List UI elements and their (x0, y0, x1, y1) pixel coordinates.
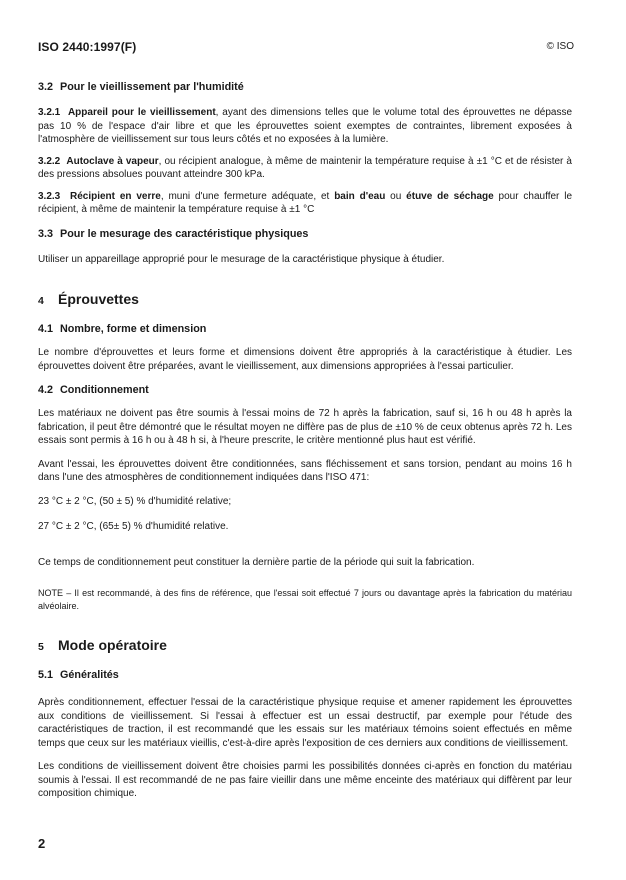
clause-text: , ou récipient analogue, à même de maintenir la température requise à ±1 °C et de résister à des pressions absolues pouvant atteindre 300 kPa. (38, 155, 572, 180)
section-4-2-heading (38, 383, 572, 397)
section-number: 5 (38, 641, 44, 653)
section-5-1-heading (38, 668, 572, 682)
paragraph-4-2-b: Avant l'essai, les éprouvettes doivent être conditionnées, sans fléchissement et sans torsion, pendant au moins 16 h dans l'une des atmosphères de conditionnement indiquées dans l'ISO 471: (38, 458, 572, 483)
section-number: 3.2 (38, 81, 54, 93)
clause-term-3: étuve de séchage (406, 190, 494, 202)
paragraph-4-1: Le nombre d'éprouvettes et leurs forme et dimensions doivent être appropriés à la caractéristique à étudier. Les éprouvettes doivent être préparées, avant le vieillissement, aux dimensions appropriées à l'essai particulier. (38, 347, 572, 372)
paragraph-3-3: Utiliser un appareillage approprié pour le mesurage de la caractéristique physique à étudier. (38, 253, 445, 265)
clause-number: 3.2.3 (38, 190, 61, 202)
clause-text: , ayant des dimensions telles que le volume total des éprouvettes ne dépasse pas 10 % de l'espace d'air libre et que les éprouvettes soient exemptes de contraintes, librement exposées à l'atmosphère de vieillissement sur tous leurs côtés et no exposées à la lumière. (38, 107, 573, 145)
clause-number: 3.2.2 (38, 155, 61, 167)
section-title: Pour le vieillissement par l'humidité (60, 81, 244, 93)
copyright-mark: © ISO (546, 41, 574, 52)
section-5-heading (38, 636, 572, 656)
paragraph-4-2-a: Les matériaux ne doivent pas être soumis à l'essai moins de 72 h après la fabrication, sauf si, 16 h ou 48 h après la fabrication, il peut être démontré que le résultat moyen ne diffère pas de plus de ±10 % de ceux obtenus après 72 h. Les essais sont permis à 16 h ou à 48 h si, à l'heure prescrite, le critère mentionné plus haut est vérifié. (38, 408, 572, 446)
condition-atmosphere-1: 23 °C ± 2 °C, (50 ± 5) % d'humidité relative; (38, 495, 232, 507)
section-3-2-heading (38, 80, 572, 94)
clause-text-2: ou (385, 190, 407, 202)
paragraph-3-2-1 (38, 106, 572, 147)
paragraph-5-1-b: Les conditions de vieillissement doivent être choisies parmi les possibilités données ci-après en fonction du matériau soumis à l'essai. Il est recommandé de ne pas faire vieillir dans une même enceinte des matériaux qui diffèrent par leur composition chimique. (38, 761, 572, 799)
document-body (38, 80, 572, 801)
clause-text: , muni d'une fermeture adéquate, et (160, 190, 335, 202)
section-number: 5.1 (38, 669, 54, 681)
page-number: 2 (38, 836, 46, 851)
clause-term: Appareil pour le vieillissement (67, 107, 216, 118)
clause-text-3: pour chauffer le récipient, à même de maintenir la température requise à ±1 °C (38, 190, 573, 215)
clause-term-2: bain d'eau (334, 190, 386, 202)
clause-term: Récipient en verre (69, 190, 161, 202)
section-title: Nombre, forme et dimension (60, 323, 207, 335)
paragraph-3-2-3 (38, 190, 572, 217)
section-4-1-heading (38, 322, 572, 336)
section-title: Mode opératoire (58, 637, 167, 653)
section-3-3-heading (38, 227, 572, 241)
section-title: Conditionnement (60, 384, 149, 396)
section-title: Généralités (60, 669, 119, 681)
clause-number: 3.2.1 (38, 107, 61, 118)
section-number: 4 (38, 295, 44, 307)
section-4-heading (38, 290, 572, 310)
section-title: Éprouvettes (58, 291, 139, 307)
paragraph-4-2-c: Ce temps de conditionnement peut constituer la dernière partie de la période qui suit la fabrication. (38, 556, 475, 568)
clause-term: Autoclave à vapeur (66, 155, 159, 167)
section-number: 3.3 (38, 227, 54, 240)
paragraph-5-1-a: Après conditionnement, effectuer l'essai de la caractéristique physique requise et amener rapidement les éprouvettes aux conditions de vieillissement. Si l'essai à effectuer est un essai destructif, par exemple pour l'étude des caractéristiques de traction, il est recommandé que les essais sur les matériaux témoins soient effectués en même temps que ceux sur les matériaux vieillis, c'est-à-dire après l'exposition de ces derniers aux conditions de vieillissement. (38, 697, 572, 749)
note: NOTE – Il est recommandé, à des fins de référence, que l'essai soit effectué 7 jours ou davantage après la fabrication du matériau alvéolaire. (38, 588, 572, 611)
section-title: Pour le mesurage des caractéristique physiques (60, 227, 309, 240)
section-number: 4.1 (38, 323, 54, 335)
paragraph-3-2-2 (38, 155, 572, 182)
condition-atmosphere-2: 27 °C ± 2 °C, (65± 5) % d'humidité relative. (38, 521, 229, 532)
section-number: 4.2 (38, 384, 54, 396)
standard-reference: ISO 2440:1997(F) (38, 40, 137, 54)
